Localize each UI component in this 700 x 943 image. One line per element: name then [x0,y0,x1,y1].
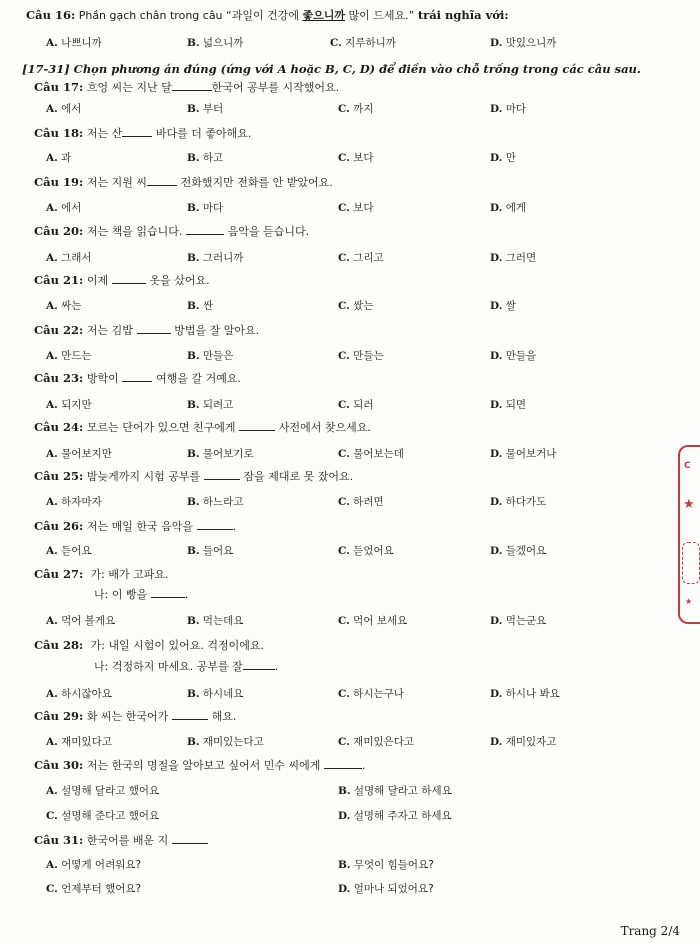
option-c[interactable]: C. 지루하니까 [330,37,396,49]
question-number: Câu 16: [26,8,76,22]
option-a[interactable]: A. 어떻게 어려워요? [46,859,142,871]
option-c[interactable]: C. 재미있은다고 [338,736,415,748]
blank [147,175,177,186]
option-b[interactable]: B. 무엇이 힘들어요? [338,859,434,871]
option-b[interactable]: B. 물어보기로 [187,448,254,460]
option-d[interactable]: D. 하시나 봐요 [490,688,560,700]
option-a[interactable]: A. 만드는 [46,350,92,362]
option-a[interactable]: A. 과 [46,152,72,164]
option-d[interactable]: D. 마다 [490,103,527,115]
option-d[interactable]: D. 그러면 [490,252,537,264]
question-text: Phần gạch chân trong câu “과일이 건강에 [75,9,303,22]
option-d[interactable]: D. 에게 [490,202,527,214]
option-a[interactable]: A. 에서 [46,103,82,115]
question-27-line2: 나: 이 빵을 . [94,588,189,601]
option-b[interactable]: B. 설명해 달라고 하세요 [338,785,452,797]
blank [172,80,212,91]
option-a[interactable]: A. 듣어요 [46,545,92,557]
option-a[interactable]: A. 하시잖아요 [46,688,112,700]
question-18: Câu 18: 저는 산 바다를 더 좋아해요. [34,126,252,140]
option-a[interactable]: A. 되지만 [46,399,92,411]
blank [204,469,240,480]
question-30: Câu 30: 저는 한국의 명절을 알아보고 싶어서 민수 씨에게 . [34,758,366,772]
question-21: Câu 21: 이제 옷을 샀어요. [34,273,210,287]
option-b[interactable]: B. 넓으니까 [187,37,244,49]
red-stamp: C ★ ★ [678,445,700,624]
question-instruction: trái nghĩa với: [417,8,509,22]
blank [243,659,275,670]
option-a[interactable]: A. 설명해 달라고 했어요 [46,785,160,797]
option-b[interactable]: B. 재미있는다고 [187,736,264,748]
question-27: Câu 27: 가: 배가 고파요. [34,567,169,581]
option-c[interactable]: C. 되러 [338,399,374,411]
question-17: Câu 17: 흐엉 씨는 지난 달 한국어 공부를 시작했어요. [34,80,340,94]
option-d[interactable]: D. 하다가도 [490,496,547,508]
question-31: Câu 31: 한국어를 배운 지 [34,832,208,848]
blank [112,273,146,284]
question-text: 많이 드세요.” [345,9,418,22]
blank [324,758,362,769]
question-28: Câu 28: 가: 내일 시험이 있어요. 걱정이에요. [34,638,264,652]
option-b[interactable]: B. 싼 [187,300,214,312]
option-b[interactable]: B. 들어요 [187,545,234,557]
section-header: [17-31] Chọn phương án đúng (ứng với A hoặc B, C, D) để điền vào chỗ trống trong các câu sau. [22,62,641,76]
option-c[interactable]: C. 듣었어요 [338,545,394,557]
question-25: Câu 25: 밤늦게까지 시험 공부를 잠을 제대로 못 잤어요. [34,469,354,483]
option-a[interactable]: A. 재미있다고 [46,736,112,748]
option-d[interactable]: D. 만들을 [490,350,537,362]
option-c[interactable]: C. 보다 [338,202,374,214]
option-d[interactable]: D. 물어보거나 [490,448,557,460]
option-c[interactable]: C. 하시는구나 [338,688,404,700]
option-d[interactable]: D. 먹는군요 [490,615,547,627]
option-c[interactable]: C. 만들는 [338,350,384,362]
option-c[interactable]: C. 언제부터 했어요? [46,883,142,895]
option-b[interactable]: B. 그러니까 [187,252,244,264]
option-b[interactable]: B. 하고 [187,152,224,164]
blank [151,587,185,598]
blank [137,323,171,334]
question-24: Câu 24: 모르는 단어가 있으면 친구에게 사전에서 찾으세요. [34,420,371,434]
option-b[interactable]: B. 먹는데요 [187,615,244,627]
option-c[interactable]: C. 보다 [338,152,374,164]
option-a[interactable]: A. 나쁘니까 [46,37,102,49]
option-d[interactable]: D. 만 [490,152,516,164]
option-b[interactable]: B. 마다 [187,202,224,214]
option-a[interactable]: A. 그래서 [46,252,92,264]
option-d[interactable]: D. 되면 [490,399,527,411]
option-d[interactable]: D. 얼마나 되었어요? [338,883,434,895]
option-c[interactable]: C. 물어보는데 [338,448,404,460]
option-b[interactable]: B. 하느라고 [187,496,244,508]
option-d[interactable]: D. 맛있으니까 [490,37,557,49]
question-23: Câu 23: 방학이 여행을 갈 거예요. [34,371,241,385]
option-a[interactable]: A. 하자마자 [46,496,102,508]
option-d[interactable]: D. 재미있자고 [490,736,557,748]
option-b[interactable]: B. 되려고 [187,399,234,411]
option-a[interactable]: A. 싸는 [46,300,82,312]
option-b[interactable]: B. 만들은 [187,350,234,362]
blank [172,833,208,844]
option-a[interactable]: A. 물어보지만 [46,448,112,460]
question-16 [26,7,509,23]
option-d[interactable]: D. 쌀 [490,300,516,312]
option-c[interactable]: C. 설명해 준다고 했어요 [46,810,160,822]
option-a[interactable]: A. 에서 [46,202,82,214]
blank [239,420,275,431]
question-20: Câu 20: 저는 책을 읽습니다. 음악을 듣습니다. [34,224,310,238]
blank [172,709,208,720]
option-c[interactable]: C. 먹어 보세요 [338,615,408,627]
option-b[interactable]: B. 하시네요 [187,688,244,700]
underlined-phrase: 좋으니까 [302,9,345,22]
blank [122,371,152,382]
question-26: Câu 26: 저는 매일 한국 음악을 . [34,519,237,533]
option-c[interactable]: C. 그리고 [338,252,384,264]
option-c[interactable]: C. 까지 [338,103,374,115]
option-c[interactable]: C. 하려면 [338,496,384,508]
question-28-line2: 나: 걱정하지 마세요. 공부를 잘 . [94,660,279,673]
blank [197,519,233,530]
option-d[interactable]: D. 들겠어요 [490,545,547,557]
question-29: Câu 29: 화 씨는 한국어가 해요. [34,709,237,723]
question-22: Câu 22: 저는 김밥 방법을 잘 알아요. [34,323,260,337]
option-a[interactable]: A. 먹어 볼게요 [46,615,116,627]
blank [186,224,224,235]
option-c[interactable]: C. 쌌는 [338,300,374,312]
blank [122,126,152,137]
option-d[interactable]: D. 설명해 주자고 하세요 [338,810,452,822]
page-number: Trang 2/4 [620,924,680,938]
question-19: Câu 19: 저는 지원 씨 전화했지만 전화를 안 받았어요. [34,175,333,189]
option-b[interactable]: B. 부터 [187,103,224,115]
